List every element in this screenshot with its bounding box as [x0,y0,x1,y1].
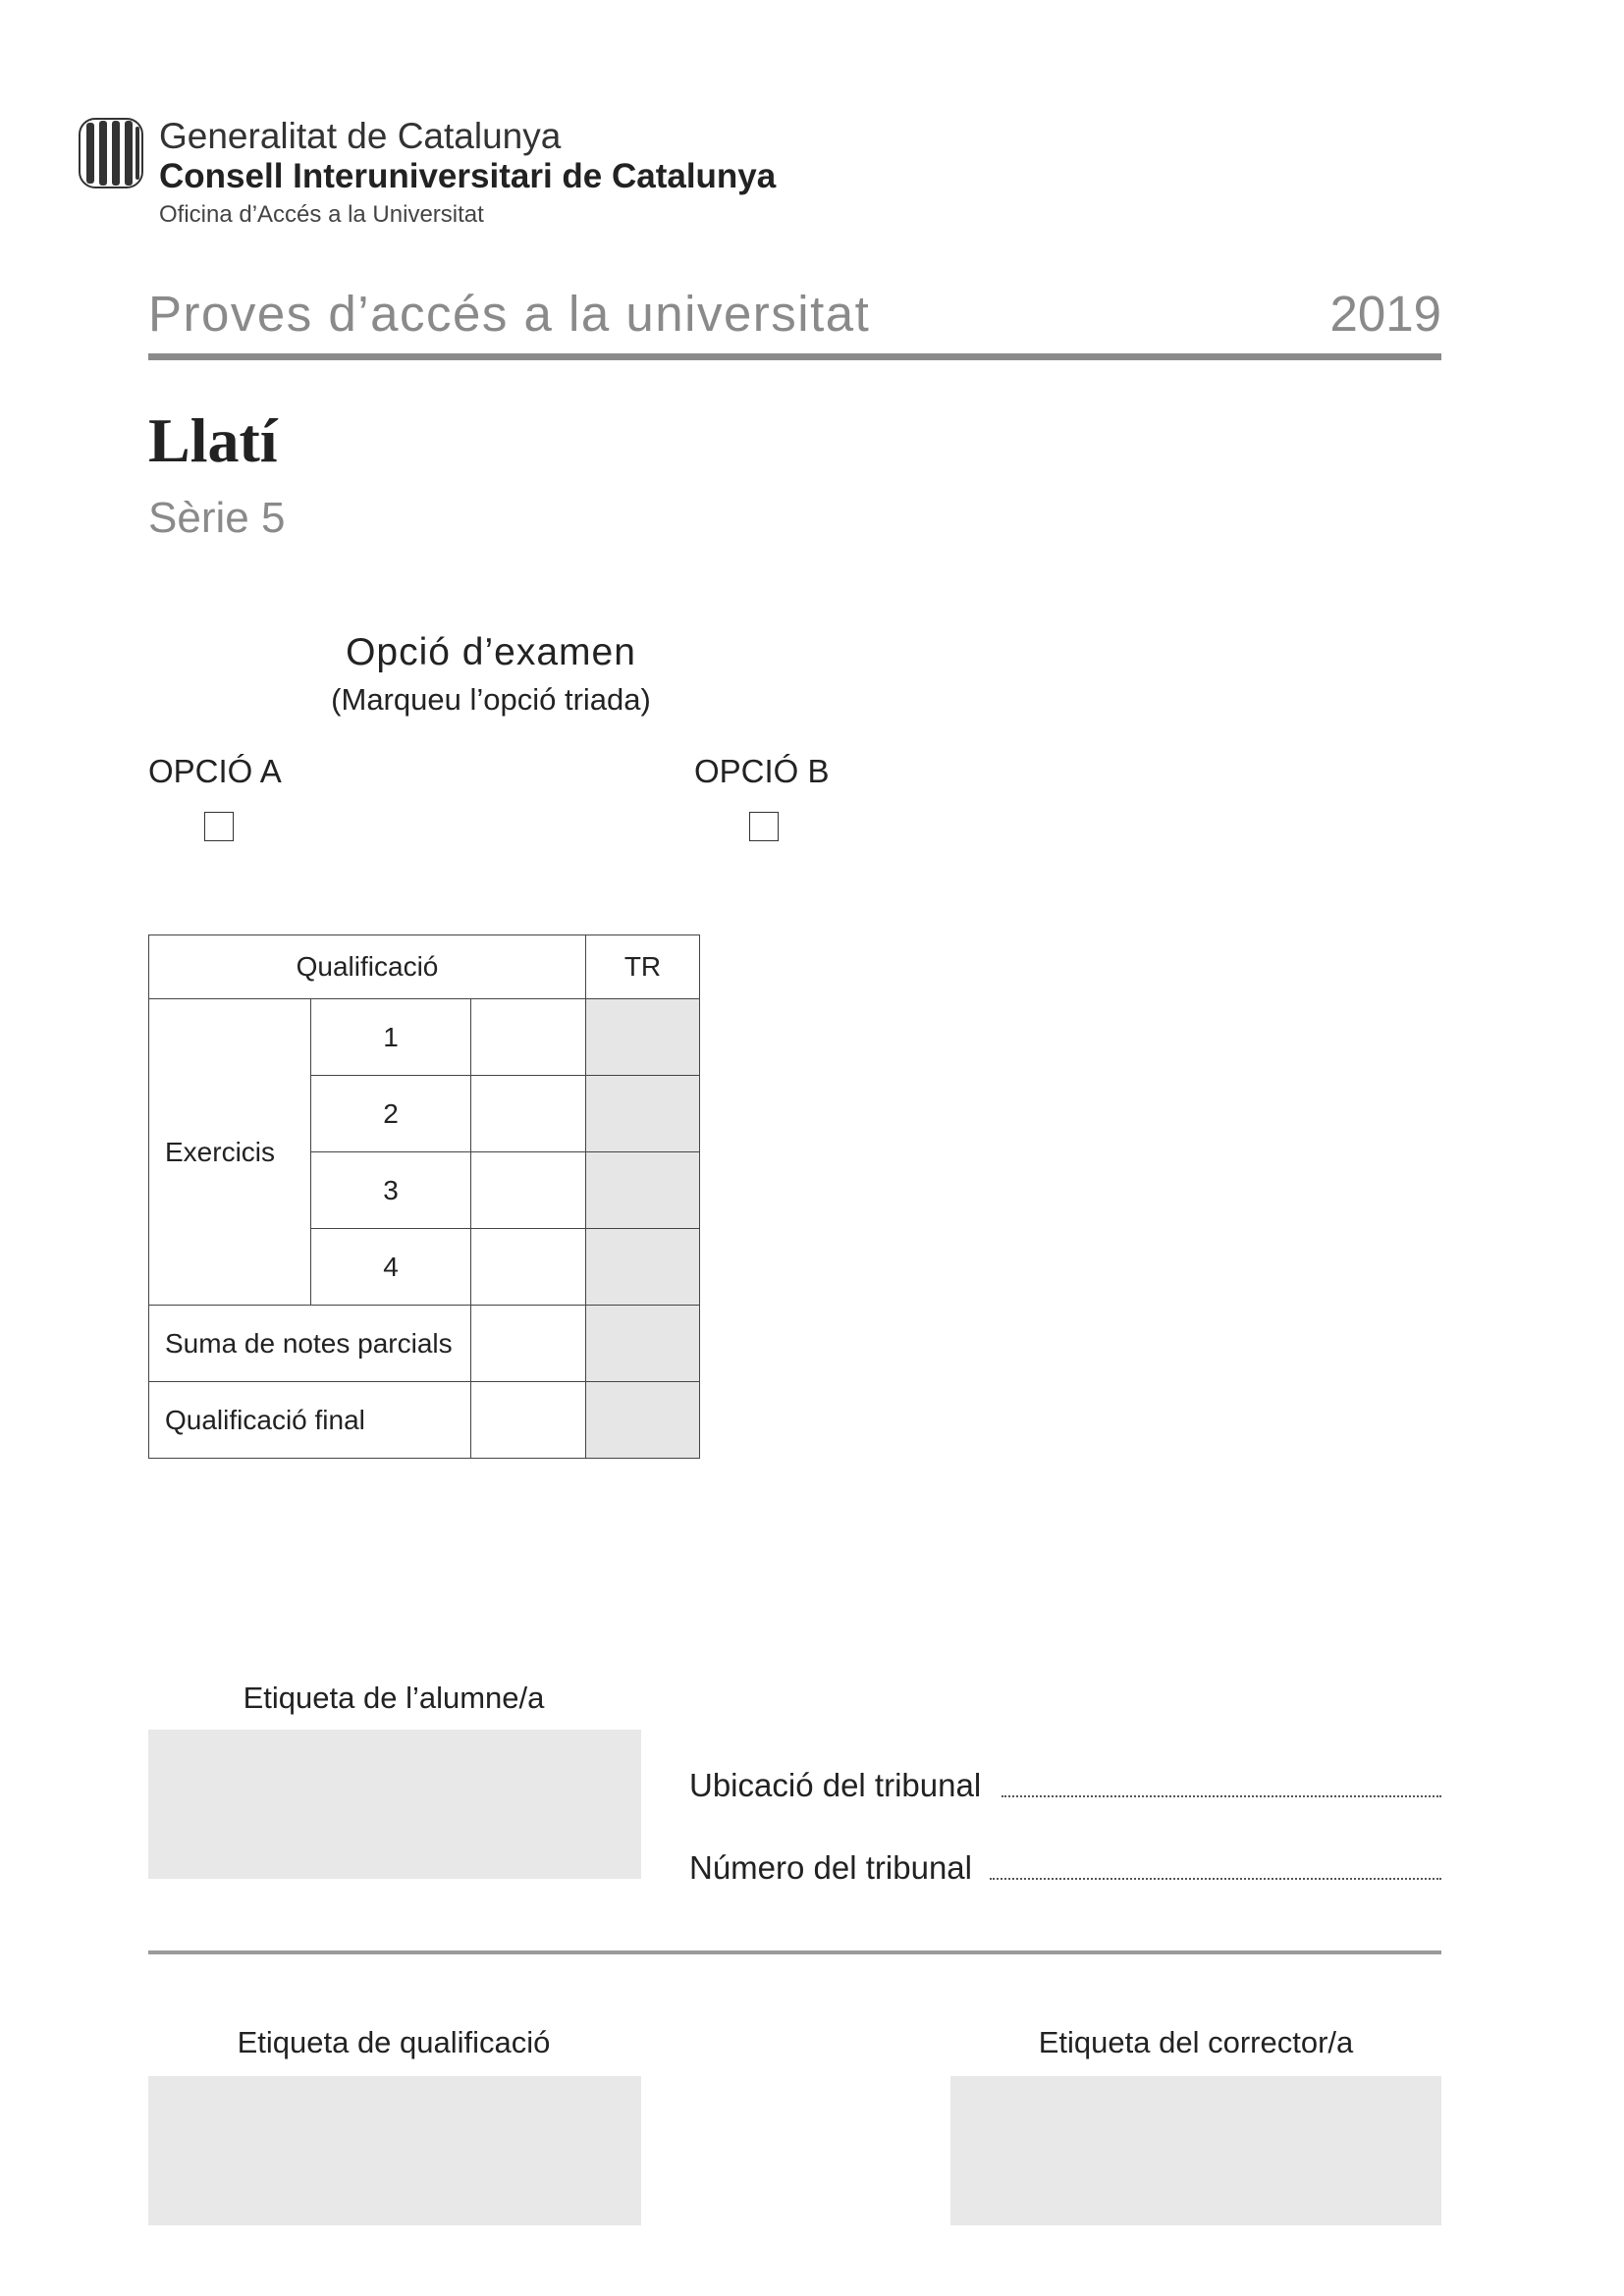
grade-label-box [148,2076,641,2225]
table-header-row [149,935,700,999]
sum-label-cell: Suma de notes parcials [149,1306,471,1382]
table-row [149,1382,700,1459]
org-line-generalitat: Generalitat de Catalunya [159,116,562,156]
option-hint: (Marqueu l’opció triada) [331,682,651,717]
table-row [149,1306,700,1382]
tr-cell [586,1306,700,1382]
corrector-label-box [950,2076,1441,2225]
exercises-label-cell: Exercicis [149,999,311,1306]
option-b-checkbox[interactable] [749,812,779,841]
subject-title: Llatí [148,405,278,475]
corrector-label-title: Etiqueta del corrector/a [1038,2025,1354,2059]
tr-cell [586,1152,700,1229]
tribunal-number-field[interactable] [990,1878,1441,1880]
series-label: Sèrie 5 [148,494,286,542]
tr-cell [586,1382,700,1459]
tr-cell [586,1076,700,1152]
final-grade-cell[interactable] [471,1382,586,1459]
grade-header-cell: Qualificació [149,935,586,999]
catalan-flag-bars-icon [79,118,143,188]
option-a-label: OPCIÓ A [148,753,282,789]
tribunal-location-field[interactable] [1001,1795,1441,1797]
org-line-consell: Consell Interuniversitari de Catalunya [159,157,777,195]
exercise-grade-cell[interactable] [471,1229,586,1306]
sum-grade-cell[interactable] [471,1306,586,1382]
option-b-label: OPCIÓ B [694,753,830,789]
exam-title: Proves d’accés a la universitat [148,286,871,342]
exercise-number-cell: 4 [311,1229,471,1306]
section-divider [148,1950,1441,1954]
table-row [149,999,700,1076]
option-a-checkbox[interactable] [204,812,234,841]
student-label-title: Etiqueta de l’alumne/a [243,1681,545,1715]
option-heading: Opció d’examen [346,631,636,673]
tribunal-location-label: Ubicació del tribunal [689,1767,982,1803]
exam-year: 2019 [1329,286,1441,342]
tr-cell [586,1229,700,1306]
exercise-number-cell: 3 [311,1152,471,1229]
exercise-number-cell: 1 [311,999,471,1076]
tribunal-number-label: Número del tribunal [689,1849,972,1886]
student-label-box [148,1730,641,1879]
tr-header-cell: TR [586,935,700,999]
exercise-number-cell: 2 [311,1076,471,1152]
title-divider [148,353,1441,360]
org-line-oficina: Oficina d’Accés a la Universitat [159,201,484,228]
grade-table [148,934,700,1459]
tr-cell [586,999,700,1076]
final-label-cell: Qualificació final [149,1382,471,1459]
exercise-grade-cell[interactable] [471,1152,586,1229]
grade-label-title: Etiqueta de qualificació [237,2025,551,2059]
exercise-grade-cell[interactable] [471,1076,586,1152]
exercise-grade-cell[interactable] [471,999,586,1076]
